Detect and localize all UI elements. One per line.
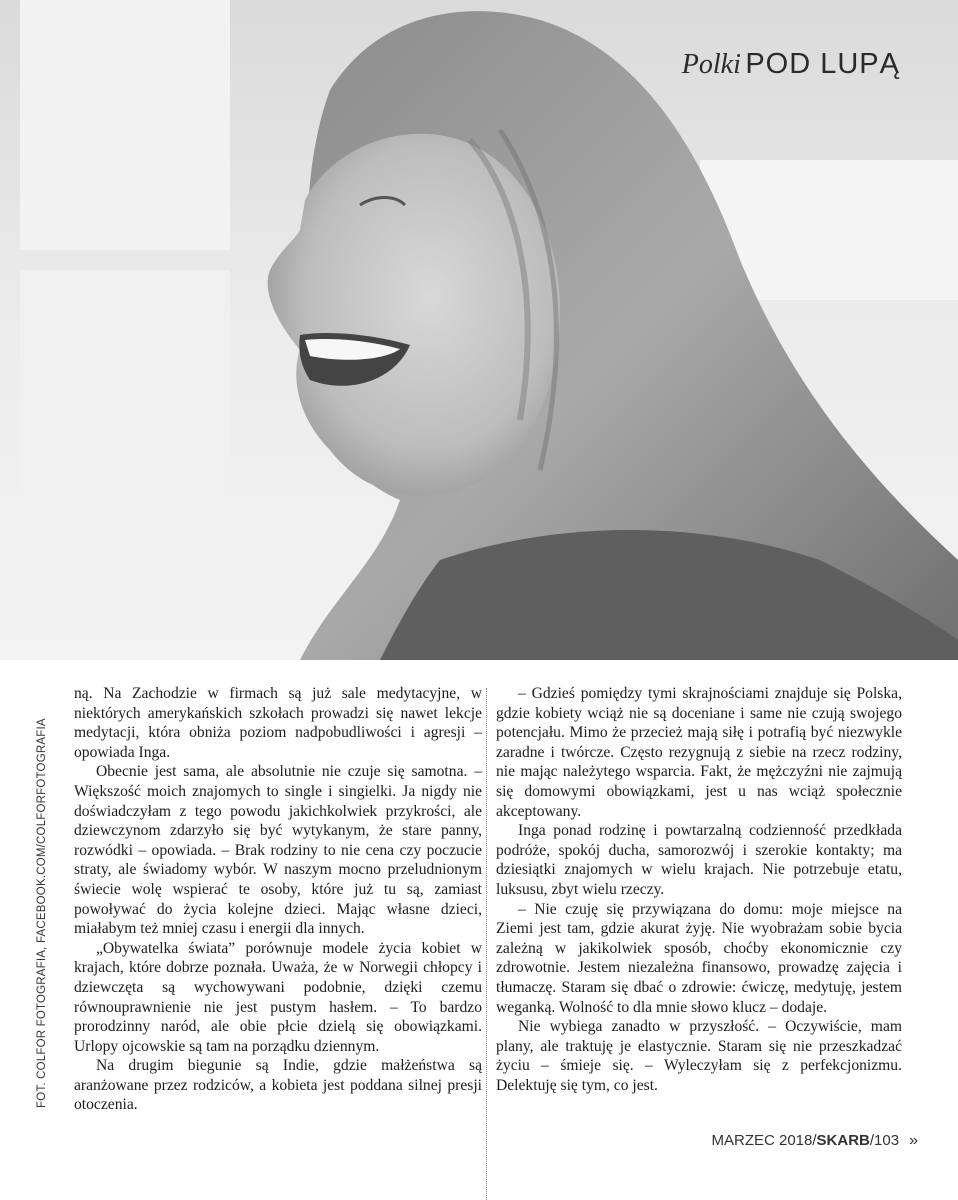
- article-column-left: [74, 684, 482, 1115]
- paragraph: Nie wybiega zanadto w przyszłość. – Oczywiście, mam plany, ale traktuję je elastycznie. Staram się nie przeszkadzać życiu – śmieje się. – Wyleczyłam się z perfekcjonizmu. Delektuję się tym, co jest.: [496, 1018, 902, 1094]
- section-label-italic: Polki: [681, 49, 741, 80]
- paragraph: ną. Na Zachodzie w firmach są już sale medytacyjne, w niektórych amerykańskich szkołach prowadzi się nawet lekcje medytacji, która obniża poziom nadpobudliwości i agresji – opowiada Inga.: [74, 685, 482, 761]
- next-page-arrow-icon: »: [909, 1132, 918, 1149]
- paragraph: – Nie czuję się przywiązana do domu: moje miejsce na Ziemi jest tam, gdzie akurat żyję. Nie wyobrażam sobie bycia zależną w jakikolwiek sposób, choćby ekonomicznie czy zdrowotnie. Jestem niezależna finansowo, prowadzę zajęcia i tłumaczę. Staram się dbać o zdrowie: ćwiczę, medytuję, jestem weganką. Wolność to dla mnie słowo klucz – dodaje.: [496, 900, 902, 1016]
- page-footer: [712, 1132, 919, 1150]
- column-divider: [486, 688, 487, 1200]
- photo-credit: FOT. COLFOR FOTOGRAFIA, FACEBOOK.COM/COLFORFOTOGRAFIA: [36, 718, 48, 1108]
- footer-page-number: /103: [869, 1132, 900, 1149]
- paragraph: Inga ponad rodzinę i powtarzalną codzienność przedkłada podróże, spokój ducha, samorozwój i szerokie kontakty; ma dziesiątki znajomych w wielu krajach. Nie potrzebuje etatu, luksusu, zbyt wielu rzeczy.: [496, 822, 902, 898]
- section-label-caps: POD LUPĄ: [745, 48, 900, 80]
- footer-brand: SKARB: [816, 1132, 870, 1149]
- paragraph: – Gdzieś pomiędzy tymi skrajnościami znajduje się Polska, gdzie kobiety wciąż nie są doceniane i same nie czują swojego potencjału. Mimo że przecież mają siłę i potrafią być niezwykle zaradne i twórcze. Często rezygnują z siebie na rzecz rodziny, nie mając należytego wsparcia. Fakt, że mężczyźni nie zajmują się domowymi obowiązkami, jest u nas wciąż społecznie akceptowany.: [496, 685, 902, 820]
- paragraph: Obecnie jest sama, ale absolutnie nie czuje się samotna. – Większość moich znajomych to single i singielki. Ja nigdy nie doświadczyłam z tego powodu jakichkolwiek przykrości, ale dziewczynom zdarzyło się być wytykanym, że stare panny, rozwódki – opowiada. – Brak rodziny to nie cena czy poczucie straty, ale świadomy wybór. W naszym mocno przeludnionym świecie wolę wspierać te osoby, które już tu są, zamiast powoływać do życia kolejne dzieci. Mając własne dzieci, miałabym też mniej czasu i energii dla innych.: [74, 763, 482, 938]
- section-label: [682, 48, 900, 81]
- footer-issue: MARZEC 2018/: [711, 1132, 817, 1149]
- paragraph: Na drugim biegunie są Indie, gdzie małżeństwa są aranżowane przez rodziców, a kobieta jest poddana silnej presji otoczenia.: [74, 1057, 482, 1114]
- article-column-right: [496, 684, 902, 1095]
- paragraph: „Obywatelka świata” porównuje modele życia kobiet w krajach, które dobrze poznała. Uważa, że w Norwegii chłopcy i dziewczęta są wychowywani podobnie, dzięki czemu równouprawnienie nie jest pustym hasłem. – To bardzo prorodzinny naród, ale obie płcie dzielą się obowiązkami. Urlopy ojcowskie są tam na porządku dziennym.: [74, 939, 482, 1055]
